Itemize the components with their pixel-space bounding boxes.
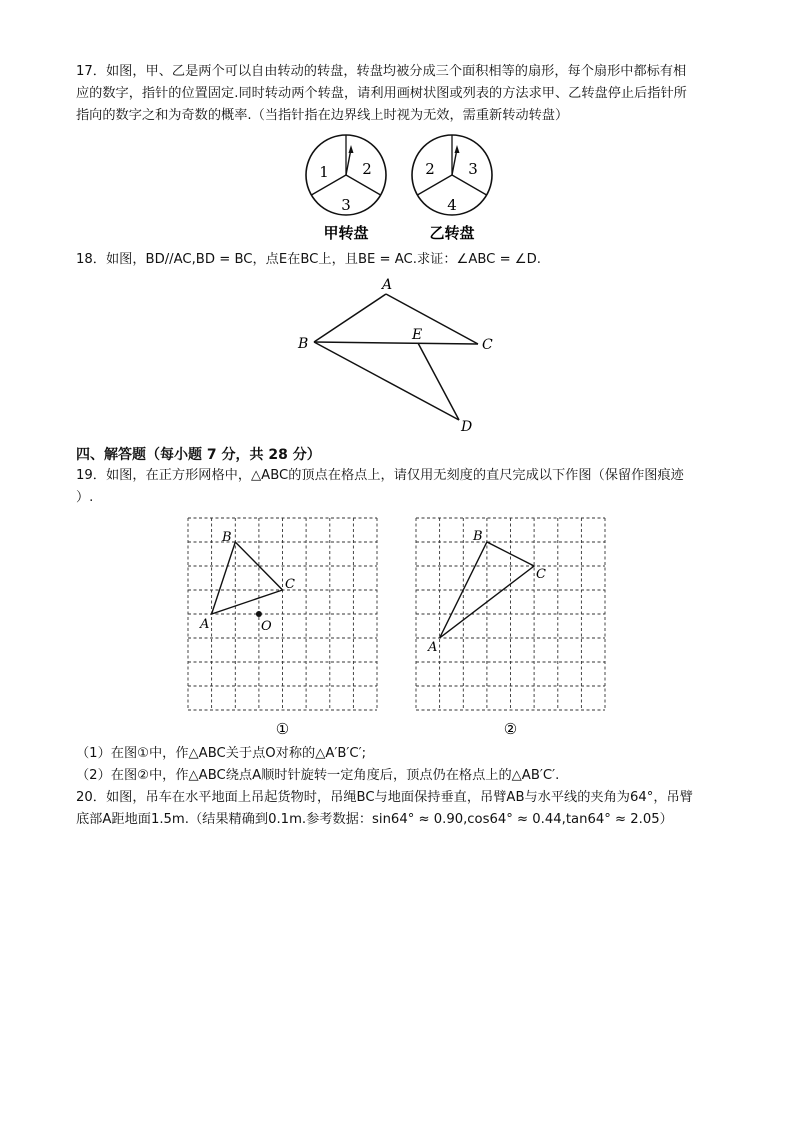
spinner-a: [306, 135, 386, 242]
q19-line-1: 19．如图，在正方形网格中，△ABC的顶点在格点上，请仅用无刻度的直尺完成以下作图（保留作图痕迹: [76, 468, 684, 483]
q17-line-3: 指向的数字之和为奇数的概率.（当指针指在边界线上时视为无效，需重新转动转盘）: [76, 108, 569, 123]
spinner-b-number-2: 2: [425, 160, 435, 178]
q18-label-a: A: [382, 277, 393, 293]
point-o-marker: [256, 611, 262, 617]
q18-label-e: E: [412, 327, 423, 343]
spinner-b-number-4: 4: [447, 196, 457, 214]
q18-figure: [290, 272, 510, 437]
grid-2: [416, 518, 605, 710]
q19-part-2: （2）在图②中，作△ABC绕点A顺时针旋转一定角度后，顶点仍在格点上的△AB′C′.: [76, 768, 560, 783]
fig1-label-a: A: [200, 617, 210, 632]
fig1-label-o: O: [261, 619, 272, 634]
q20-line-1: 20．如图，吊车在水平地面上吊起货物时，吊绳BC与地面保持垂直，吊臂AB与水平线的夹角为64°，吊臂: [76, 790, 693, 805]
q19-part-1: （1）在图①中，作△ABC关于点O对称的△A′B′C′;: [76, 746, 367, 761]
q19-figure-1: [188, 518, 378, 742]
fig1-caption: ①: [275, 720, 290, 738]
spinner-a-number-2: 2: [362, 160, 372, 178]
spinner-a-caption: 甲转盘: [323, 224, 369, 242]
fig2-label-c: C: [536, 567, 546, 582]
fig2-caption: ②: [503, 720, 518, 738]
section-4-title: 四、解答题（每小题 7 分，共 28 分）: [76, 447, 321, 463]
fig2-label-a: A: [428, 640, 438, 655]
spinner-a-number-1: 1: [319, 163, 329, 181]
fig1-label-c: C: [285, 577, 295, 592]
q18-text: 18．如图，BD//AC,BD = BC，点E在BC上，且BE = AC.求证：∠ABC = ∠D.: [76, 252, 541, 267]
spinner-b-caption: 乙转盘: [429, 224, 475, 242]
q18-label-d: D: [461, 419, 473, 435]
q17-line-1: 17．如图，甲、乙是两个可以自由转动的转盘，转盘均被分成三个面积相等的扇形，每个扇形中都标有相: [76, 64, 687, 79]
q19-figure-2: [416, 518, 606, 742]
spinner-b-number-3: 3: [468, 160, 478, 178]
q18-label-b: B: [298, 336, 309, 352]
spinner-a-number-3: 3: [341, 196, 351, 214]
fig2-label-b: B: [473, 529, 483, 544]
spinner-b: [412, 135, 492, 242]
q18-label-c: C: [482, 337, 493, 353]
q17-line-2: 应的数字，指针的位置固定.同时转动两个转盘，请利用画树状图或列表的方法求甲、乙转盘停止后指针所: [76, 86, 687, 101]
grid-1: [188, 518, 377, 710]
spinner-figures: [290, 128, 510, 248]
q19-line-2: ）.: [76, 490, 94, 505]
q20-line-2: 底部A距地面1.5m.（结果精确到0.1m.参考数据：sin64° ≈ 0.90,cos64° ≈ 0.44,tan64° ≈ 2.05）: [76, 812, 673, 827]
fig1-label-b: B: [222, 530, 232, 545]
